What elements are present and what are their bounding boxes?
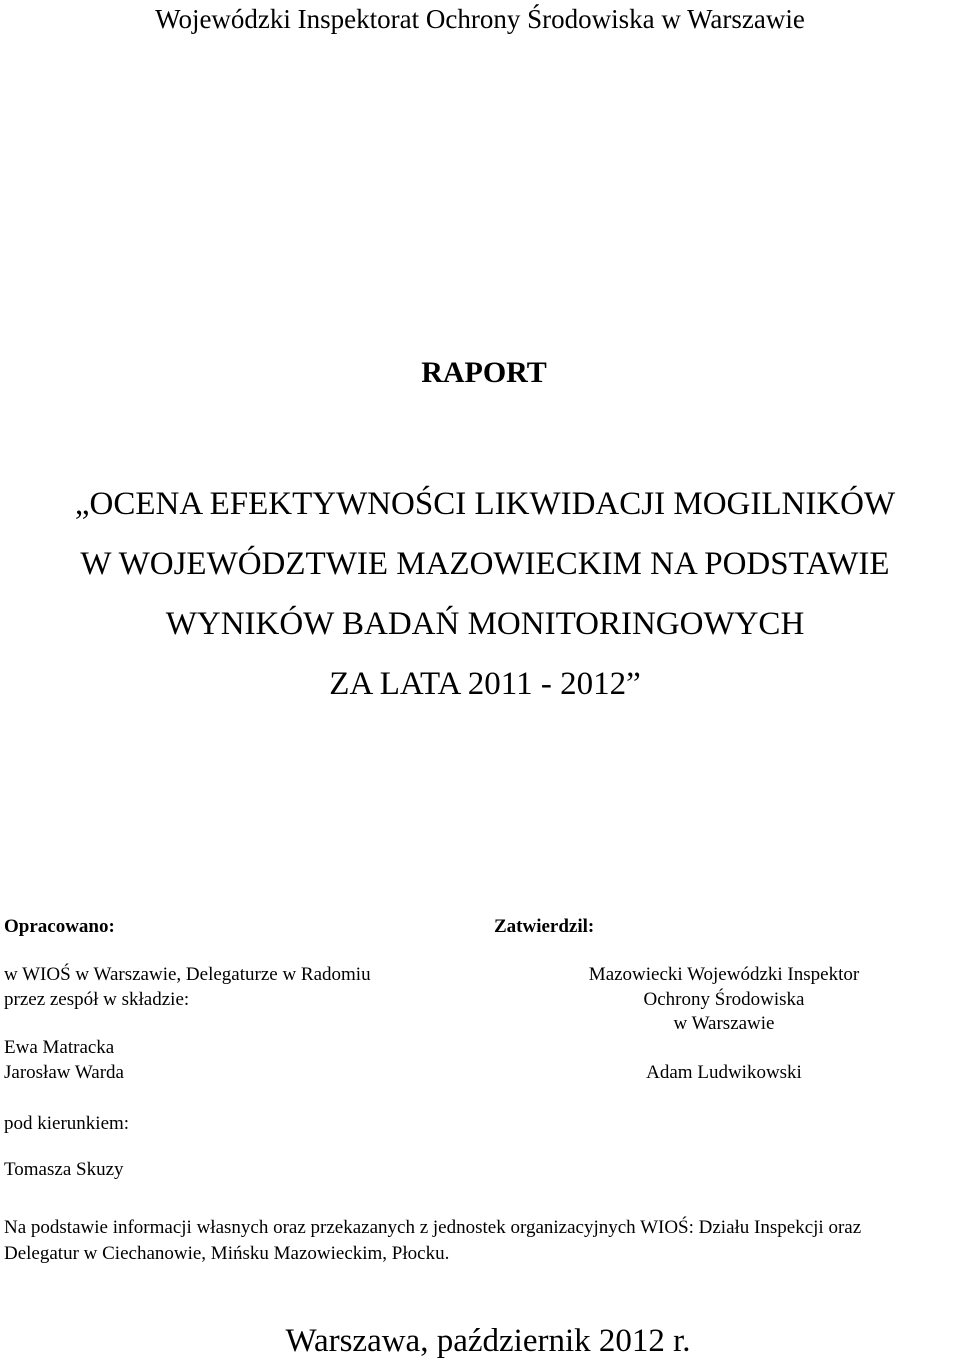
place-date: Warszawa, październik 2012 r. [285,1323,691,1359]
prepared-label: Opracowano: [4,916,115,937]
author-name-1: Ewa Matracka [4,1037,115,1058]
report-title-line-2: W WOJEWÓDZTWIE MAZOWIECKIM NA PODSTAWIE [80,546,890,582]
institution-name: Wojewódzki Inspektorat Ochrony Środowiska w Warszawie [155,4,805,34]
approved-label: Zatwierdzil: [494,916,595,937]
report-title-line-1: „OCENA EFEKTYWNOŚCI LIKWIDACJI MOGILNIKÓW [74,486,896,522]
prepared-line-1: w WIOŚ w Warszawie, Delegaturze w Radomiu [4,964,371,985]
prepared-line-2: przez zespół w składzie: [4,989,190,1010]
supervision-label: pod kierunkiem: [4,1113,130,1134]
basis-line-2: Delegatur w Ciechanowie, Mińsku Mazowieckim, Płocku. [4,1243,450,1264]
report-title-line-3: WYNIKÓW BADAŃ MONITORINGOWYCH [165,606,805,642]
basis-line-1: Na podstawie informacji własnych oraz przekazanych z jednostek organizacyjnych WIOŚ: Działu Inspekcji oraz [4,1217,862,1238]
supervisor-name: Tomasza Skuzy [4,1159,124,1180]
report-title-line-4: ZA LATA 2011 - 2012” [329,666,641,702]
author-name-2: Jarosław Warda [4,1062,124,1083]
approver-title-line-3: w Warszawie [673,1013,775,1034]
approver-title-line-1: Mazowiecki Wojewódzki Inspektor [588,964,860,985]
approver-name: Adam Ludwikowski [646,1062,802,1083]
report-label: RAPORT [421,356,547,389]
approver-title-line-2: Ochrony Środowiska [643,989,805,1010]
